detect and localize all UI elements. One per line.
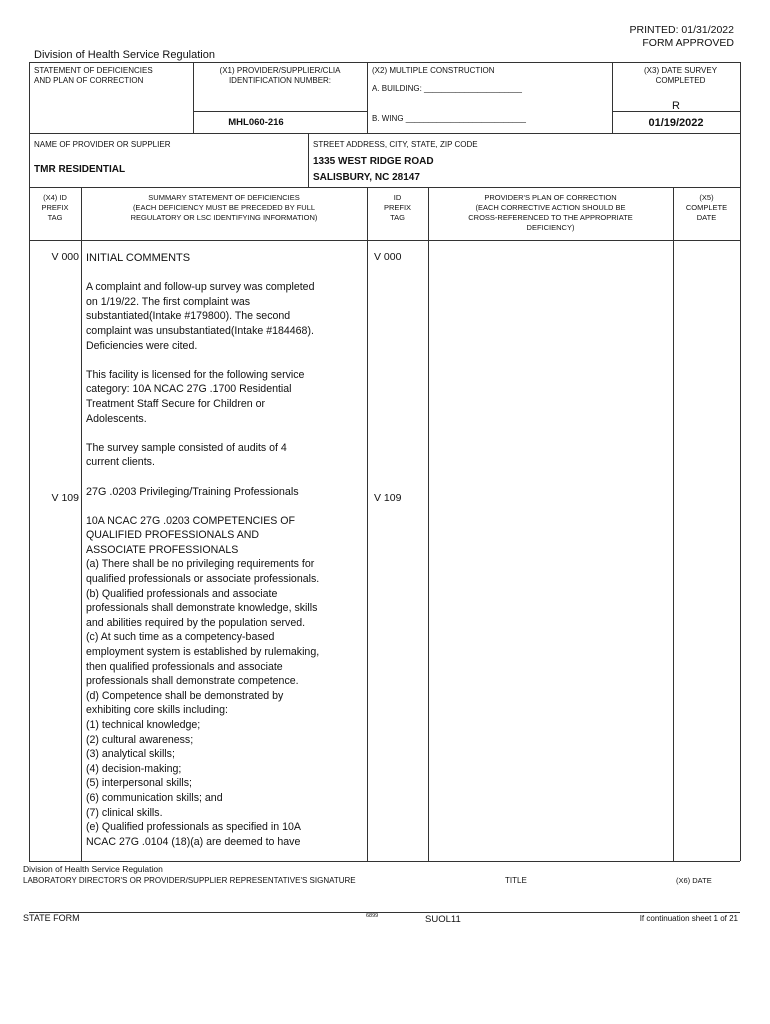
v109-heading: 27G .0203 Privileging/Training Professionals: [86, 485, 299, 498]
wing-field: B. WING ___________________________: [372, 114, 526, 123]
tag-v000-right: V 000: [374, 251, 402, 263]
rule-line: (3) analytical skills;: [86, 748, 175, 761]
survey-paragraph: A complaint and follow-up survey was completed on 1/19/22. The first complaint was substantiated(Intake #179800). The second complaint was unsubstantiated(Intake #184468). Deficiencies were cited.: [86, 281, 315, 352]
provider-id-number: MHL060-216: [228, 117, 284, 128]
x1-label: (X1) PROVIDER/SUPPLIER/CLIA IDENTIFICATION NUMBER:: [219, 66, 341, 85]
title-label: TITLE: [505, 876, 527, 885]
rule-line: (a) There shall be no privileging requirements for: [86, 558, 315, 571]
rule-line: (c) At such time as a competency-based: [86, 631, 275, 644]
rule-line: (e) Qualified professionals as specified in 10A: [86, 821, 301, 834]
rule-line: qualified professionals or associate professionals.: [86, 573, 320, 586]
rule-line: employment system is established by rulemaking,: [86, 646, 320, 659]
signature-label: LABORATORY DIRECTOR'S OR PROVIDER/SUPPLIER REPRESENTATIVE'S SIGNATURE: [23, 876, 356, 885]
x2-label: (X2) MULTIPLE CONSTRUCTION: [372, 66, 495, 75]
rule: [193, 111, 367, 112]
rule-line: (2) cultural awareness;: [86, 733, 194, 746]
rule-line: and abilities required by the population served.: [86, 616, 306, 629]
rule: [673, 187, 674, 861]
sample-paragraph: The survey sample consisted of audits of 4 current clients.: [86, 441, 287, 469]
rule: [29, 912, 740, 913]
print-header: [630, 24, 734, 50]
division-title: Division of Health Service Regulation: [34, 49, 215, 61]
rule-line: professionals shall demonstrate competence.: [86, 675, 299, 688]
rule: [29, 187, 740, 188]
rule: [740, 62, 741, 861]
x5-header: (X5) COMPLETE DATE: [685, 193, 728, 222]
address-city: SALISBURY, NC 28147: [313, 172, 420, 183]
rule: [29, 62, 30, 861]
tag-v109-left: V 109: [51, 492, 79, 504]
rule-line: (b) Qualified professionals and associate: [86, 587, 278, 600]
address-label: STREET ADDRESS, CITY, STATE, ZIP CODE: [313, 140, 478, 149]
x6-date-label: (X6) DATE: [676, 876, 712, 885]
rule-line: professionals shall demonstrate knowledge, skills: [86, 602, 318, 615]
tag-v109-right: V 109: [374, 492, 402, 504]
rule: [308, 133, 309, 187]
rule-line: (d) Competence shall be demonstrated by: [86, 689, 284, 702]
printed-date: PRINTED: 01/31/2022: [629, 24, 734, 36]
rule-line: (7) clinical skills.: [86, 806, 163, 819]
rule: [29, 861, 740, 862]
plan-header: PROVIDER'S PLAN OF CORRECTION (EACH CORRECTIVE ACTION SHOULD BE CROSS-REFERENCED TO THE APPROPRIATE DEFICIENCY): [468, 193, 633, 232]
provider-name-label: NAME OF PROVIDER OR SUPPLIER: [34, 140, 171, 149]
rule: [29, 62, 740, 63]
rule-line: NCAC 27G .0104 (18)(a) are deemed to have: [86, 835, 301, 848]
rule: [81, 187, 82, 861]
rule-text: [86, 514, 366, 850]
rule-line: ASSOCIATE PROFESSIONALS: [86, 543, 239, 556]
rule: [428, 187, 429, 861]
rule-line: exhibiting core skills including:: [86, 704, 228, 717]
rule: [29, 133, 740, 134]
id-prefix-header: ID PREFIX TAG: [383, 193, 412, 222]
survey-date: 01/19/2022: [648, 117, 704, 129]
rule-line: (6) communication skills; and: [86, 791, 223, 804]
rule-line: (1) technical knowledge;: [86, 719, 201, 731]
rule: [367, 187, 368, 861]
rule-line: then qualified professionals and associate: [86, 660, 283, 673]
resurvey-indicator: R: [672, 100, 680, 112]
rule-line: (4) decision-making;: [86, 762, 182, 775]
summary-content: [86, 251, 366, 849]
x3-label: (X3) DATE SURVEY COMPLETED: [644, 66, 718, 85]
rule: [367, 62, 368, 133]
form-code: 6899: [366, 913, 379, 919]
initial-comments-heading: INITIAL COMMENTS: [86, 252, 191, 264]
statement-label: STATEMENT OF DEFICIENCIES AND PLAN OF CORRECTION: [34, 66, 153, 85]
address-street: 1335 WEST RIDGE ROAD: [313, 156, 434, 167]
rule: [29, 240, 740, 241]
event-id: SUOL11: [425, 914, 461, 925]
state-form-label: STATE FORM: [23, 913, 80, 923]
form-approved: FORM APPROVED: [642, 37, 734, 49]
footer-division: Division of Health Service Regulation: [23, 864, 163, 874]
continuation-sheet: If continuation sheet 1 of 21: [639, 914, 738, 923]
provider-name: TMR RESIDENTIAL: [34, 164, 126, 175]
rule-line: QUALIFIED PROFESSIONALS AND: [86, 529, 260, 542]
rule-line: (5) interpersonal skills;: [86, 777, 192, 790]
summary-header: SUMMARY STATEMENT OF DEFICIENCIES (EACH DEFICIENCY MUST BE PRECEDED BY FULL REGULATORY OR LSC IDENTIFYING INFORMATION): [130, 193, 318, 222]
rule-line: 10A NCAC 27G .0203 COMPETENCIES OF: [86, 514, 296, 527]
x4-header: (X4) ID PREFIX TAG: [41, 193, 69, 222]
building-field: A. BUILDING: ______________________: [372, 84, 522, 93]
tag-v000-left: V 000: [51, 251, 79, 263]
license-paragraph: This facility is licensed for the following service category: 10A NCAC 27G .1700 Residential Treatment Staff Secure for Children or Adolescents.: [86, 368, 305, 425]
